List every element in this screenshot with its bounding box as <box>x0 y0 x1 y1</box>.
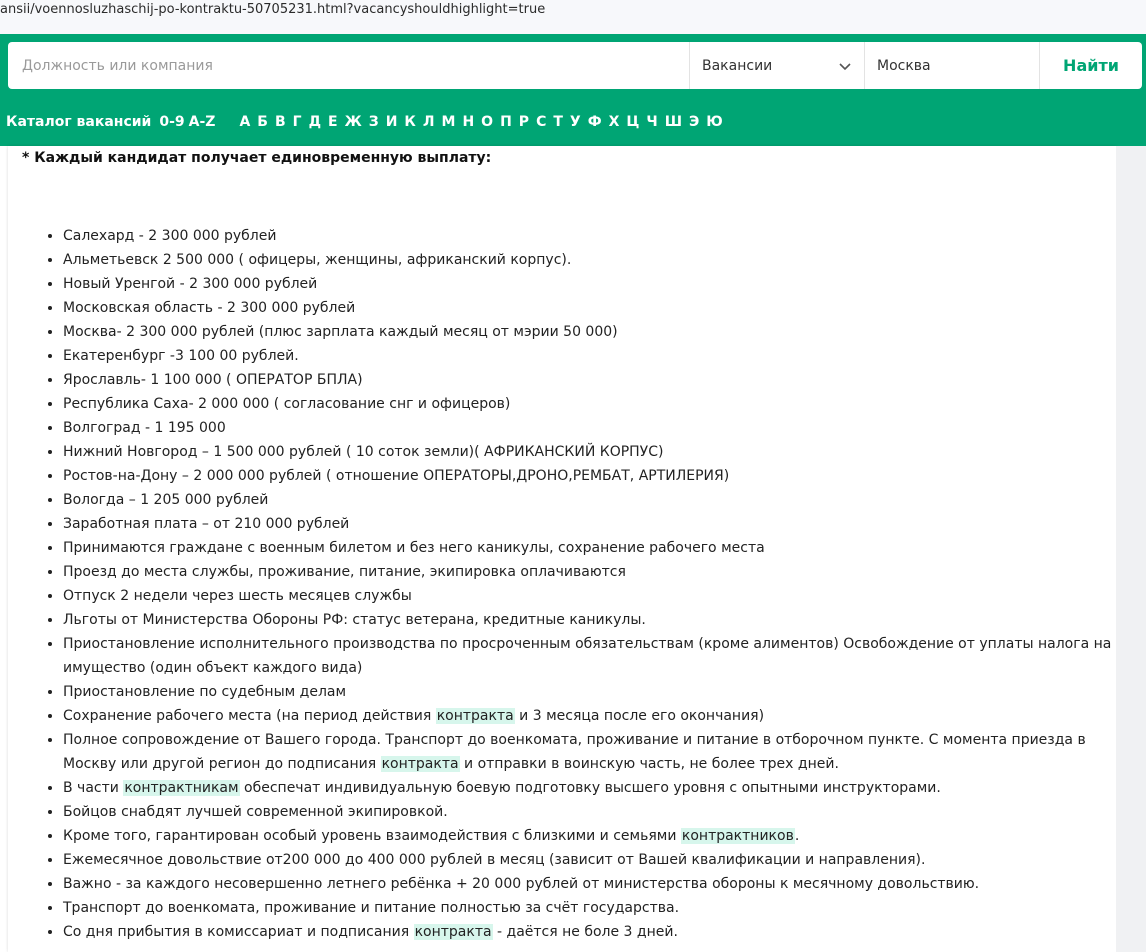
highlighted-keyword: контрактников <box>681 828 794 844</box>
catalog-letter-link[interactable]: З <box>368 114 379 130</box>
catalog-letter-link[interactable]: Н <box>462 114 475 130</box>
list-item <box>63 824 1123 848</box>
url-text: ansii/voennosluzhaschij-po-kontraktu-50705231.html?vacancyshouldhighlight=true <box>0 2 546 17</box>
city-value: Москва <box>877 57 931 74</box>
page-scroll-gutter <box>1116 146 1146 952</box>
catalog-letter-link[interactable]: Ц <box>626 114 640 130</box>
catalog-letter-link[interactable]: Г <box>292 114 302 130</box>
catalog-letter-link[interactable]: П <box>500 114 512 130</box>
catalog-letter-link[interactable]: В <box>274 114 286 130</box>
catalog-letter-link[interactable]: Т <box>553 114 563 130</box>
catalog-letter-link[interactable]: А <box>239 114 251 130</box>
catalog-letter-link[interactable]: Д <box>308 114 322 130</box>
catalog-letter-link[interactable]: Ж <box>344 114 362 130</box>
highlighted-keyword: контракта <box>436 708 514 724</box>
list-item-text: и 3 месяца после его окончания) <box>514 708 765 724</box>
chevron-down-icon <box>838 59 852 73</box>
list-item-text: Важно - за каждого несовершенно летнего ребёнка + 20 000 рублей от министерства обороны к месячному довольствию. <box>63 876 980 892</box>
list-item <box>63 800 1123 824</box>
list-item-text: Полное сопровождение от Вашего города. Транспорт до военкомата, проживание и питание в отборочном пункте. С момента приезда в Москву или другой регион до подписания <box>63 732 1086 772</box>
list-item <box>63 416 1123 440</box>
list-item <box>63 776 1123 800</box>
catalog-letter-link[interactable]: Х <box>608 114 620 130</box>
catalog-letter-link[interactable]: У <box>569 114 581 130</box>
list-item <box>63 392 1123 416</box>
list-item-text: Новый Уренгой - 2 300 000 рублей <box>63 276 318 292</box>
search-button[interactable]: Найти <box>1063 56 1119 75</box>
search-bar <box>8 42 1142 89</box>
benefits-list <box>22 224 1123 944</box>
catalog-letter-link[interactable]: Ш <box>664 114 683 130</box>
list-item <box>63 536 1123 560</box>
list-item <box>63 848 1123 872</box>
list-item <box>63 608 1123 632</box>
list-item-text: Нижний Новгород – 1 500 000 рублей ( 10 соток земли)( АФРИКАНСКИЙ КОРПУС) <box>63 444 664 460</box>
catalog-letter-link[interactable]: Ф <box>587 114 602 130</box>
search-type-value: Вакансии <box>702 57 773 74</box>
list-item <box>63 272 1123 296</box>
list-item-text: - даётся не боле 3 дней. <box>492 924 678 940</box>
list-item <box>63 440 1123 464</box>
search-input[interactable] <box>20 57 689 75</box>
list-item <box>63 344 1123 368</box>
catalog-letter-link[interactable]: М <box>441 114 456 130</box>
list-item-text: обеспечат индивидуальную боевую подготовку высшего уровня с опытными инструкторами. <box>239 780 941 796</box>
lead-text: * Каждый кандидат получает единовременную выплату: <box>22 150 492 166</box>
list-item-text: Ярославль- 1 100 000 ( ОПЕРАТОР БПЛА) <box>63 372 363 388</box>
catalog-letter-link[interactable]: Е <box>328 114 338 130</box>
list-item-text: Москва- 2 300 000 рублей (плюс зарплата каждый месяц от мэрии 50 000) <box>63 324 618 340</box>
list-item-text: Салехард - 2 300 000 рублей <box>63 228 277 244</box>
list-item-text: . <box>794 828 800 844</box>
catalog-letter-link[interactable]: С <box>536 114 547 130</box>
list-item-text: Ростов-на-Дону – 2 000 000 рублей ( отношение ОПЕРАТОРЫ,ДРОНО,РЕМБАТ, АРТИЛЕРИЯ) <box>63 468 730 484</box>
list-item-text: Сохранение рабочего места (на период действия <box>63 708 436 724</box>
catalog-letter-link[interactable]: О <box>481 114 494 130</box>
list-item-text: Республика Саха- 2 000 000 ( согласование снг и офицеров) <box>63 396 511 412</box>
list-item <box>63 488 1123 512</box>
browser-url-bar[interactable] <box>0 0 1146 34</box>
list-item <box>63 296 1123 320</box>
list-item <box>63 584 1123 608</box>
list-item-text: Бойцов снабдят лучшей современной экипировкой. <box>63 804 448 820</box>
catalog-letter-link[interactable]: Б <box>257 114 268 130</box>
list-item-text: Со дня прибытия в комиссариат и подписания <box>63 924 414 940</box>
list-item <box>63 248 1123 272</box>
city-field[interactable] <box>865 42 1040 89</box>
list-item-text: Екатеренбург -3 100 00 рублей. <box>63 348 299 364</box>
list-item-text: Транспорт до военкомата, проживание и питание полностью за счёт государства. <box>63 900 680 916</box>
highlighted-keyword: контрактникам <box>124 780 239 796</box>
vacancy-catalog-nav <box>6 112 730 132</box>
catalog-letter-link[interactable]: И <box>385 114 398 130</box>
list-item-text: Принимаются граждане с военным билетом и без него каникулы, сохранение рабочего места <box>63 540 765 556</box>
catalog-letter-link[interactable]: Э <box>689 114 700 130</box>
list-item <box>63 728 1123 776</box>
list-item-text: Вологда – 1 205 000 рублей <box>63 492 269 508</box>
list-item <box>63 368 1123 392</box>
list-item <box>63 872 1123 896</box>
list-item-text: Приостановление исполнительного производства по просроченным обязательствам (кроме алиментов) Освобождение от уплаты налога на имущество (один объект каждого вида) <box>63 636 1112 676</box>
catalog-letters <box>239 114 729 130</box>
catalog-latin-link[interactable]: A-Z <box>188 114 216 130</box>
highlighted-keyword: контракта <box>414 924 492 940</box>
list-item <box>63 224 1123 248</box>
list-item-text: Ежемесячное довольствие от200 000 до 400 000 рублей в месяц (зависит от Вашей квалификации и направления). <box>63 852 926 868</box>
catalog-letter-link[interactable]: Л <box>422 114 435 130</box>
highlighted-keyword: контракта <box>381 756 459 772</box>
catalog-letter-link[interactable]: Ч <box>646 114 658 130</box>
list-item <box>63 464 1123 488</box>
list-item-text: Альметьевск 2 500 000 ( офицеры, женщины, африканский корпус). <box>63 252 572 268</box>
vacancy-description <box>8 146 1116 952</box>
list-item-text: Московская область - 2 300 000 рублей <box>63 300 356 316</box>
search-query-field[interactable] <box>8 42 690 89</box>
list-item <box>63 560 1123 584</box>
list-item-text: В части <box>63 780 124 796</box>
list-item-text: Льготы от Министерства Обороны РФ: статус ветерана, кредитные каникулы. <box>63 612 646 628</box>
list-item <box>63 704 1123 728</box>
list-item <box>63 512 1123 536</box>
list-item <box>63 320 1123 344</box>
list-item-text: Волгоград - 1 195 000 <box>63 420 226 436</box>
catalog-letter-link[interactable]: Р <box>518 114 530 130</box>
list-item <box>63 632 1123 680</box>
list-item-text: Отпуск 2 недели через шесть месяцев службы <box>63 588 412 604</box>
catalog-letter-link[interactable]: К <box>404 114 416 130</box>
list-item-text: Кроме того, гарантирован особый уровень взаимодействия с близкими и семьями <box>63 828 681 844</box>
catalog-label[interactable]: Каталог вакансий <box>6 114 152 130</box>
catalog-numbers-link[interactable]: 0-9 <box>159 114 185 130</box>
list-item-text: Заработная плата – от 210 000 рублей <box>63 516 350 532</box>
site-header <box>0 34 1146 146</box>
list-item <box>63 920 1123 944</box>
list-item-text: и отправки в воинскую часть, не более трех дней. <box>459 756 839 772</box>
list-item-text: Проезд до места службы, проживание, питание, экипировка оплачиваются <box>63 564 626 580</box>
catalog-letter-link[interactable]: Ю <box>706 114 723 130</box>
list-item <box>63 896 1123 920</box>
list-item <box>63 680 1123 704</box>
list-item-text: Приостановление по судебным делам <box>63 684 347 700</box>
search-type-select[interactable] <box>690 42 865 89</box>
